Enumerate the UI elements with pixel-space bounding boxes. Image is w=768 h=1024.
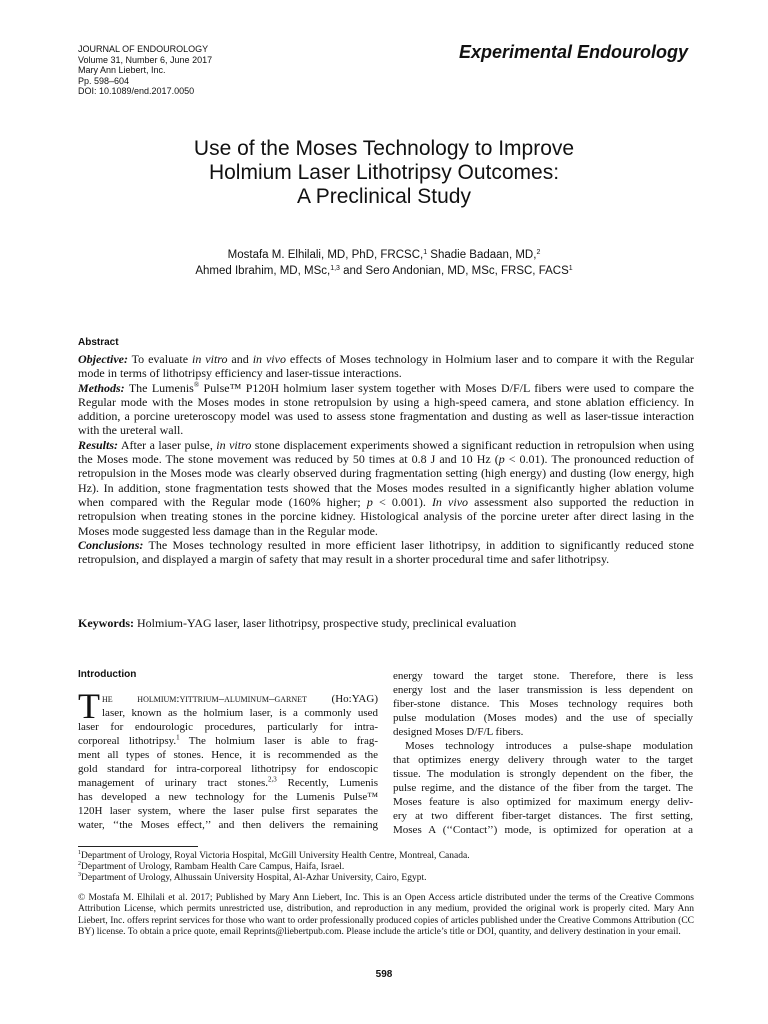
methods-label: Methods: <box>78 380 125 395</box>
intro-line: fiber-stone distance. This Moses technology requires both <box>393 698 693 710</box>
conclusions-text: The Moses technology resulted in more efficient laser lithotripsy, in addition to significantly reduced stone retropulsion, and displayed a margin of safety that may result in a shorter procedural time and safer lithotripsy. <box>78 537 694 567</box>
intro-line: ery at two different fiber-target distances. The first setting, <box>393 810 693 822</box>
author-2: Shadie Badaan, MD, <box>427 249 537 261</box>
author-line-2 <box>0 263 768 279</box>
intro-line: designed Moses D/F/L fibers. <box>393 726 524 738</box>
title-line-1: Use of the Moses Technology to Improve <box>193 137 575 160</box>
results-text: After a laser pulse, <box>118 437 217 452</box>
results-label: Results: <box>78 437 119 452</box>
results-italic: In vivo <box>431 494 469 509</box>
intro-line: tissue. The modulation is strongly dependent on the fiber, the <box>393 768 693 780</box>
journal-name: JOURNAL OF ENDOUROLOGY <box>78 44 209 54</box>
footnote-rule <box>78 846 198 847</box>
abstract-objective <box>78 352 694 381</box>
affiliation-text: Department of Urology, Royal Victoria Hospital, McGill University Health Centre, Montreal, Canada. <box>81 851 470 861</box>
abstract-body <box>78 352 694 566</box>
author-4: and Sero Andonian, MD, MSc, FRSC, FACS <box>339 265 569 277</box>
intro-line: laser, known as the holmium laser, is a commonly used <box>102 707 378 719</box>
intro-text: management of urinary tract stones. <box>78 777 269 789</box>
journal-pages: Pp. 598–604 <box>78 75 130 86</box>
abstract-conclusions <box>78 538 694 567</box>
intro-text: corporeal lithotripsy. <box>78 735 177 747</box>
copyright-notice: © Mostafa M. Elhilali et al. 2017; Published by Mary Ann Liebert, Inc. This is an Open Access article distributed under the terms of the Creative Commons Attribution License, which permits unrestricted use, distribution, and reproduction in any medium, provided the original work is properly cited. Mary Ann Liebert, Inc. offers reprint services for those who want to order professionally produced copies of articles published under the Creative Commons Attribution (CC BY) license. To obtain a price quote, email Reprints@liebertpub.com. Please include the article’s title or DOI, quantity, and delivery destination in your email. <box>78 893 694 937</box>
drop-cap: T <box>78 686 100 726</box>
registered-mark: ® <box>193 380 200 389</box>
objective-italic: in vivo <box>252 352 286 366</box>
conclusions-label: Conclusions: <box>78 537 144 552</box>
author-2-affil: 2 <box>536 249 541 256</box>
affiliation-number: 1 <box>78 849 81 856</box>
affiliation-3 <box>78 873 694 884</box>
small-caps-text: he holmium:yittrium–aluminum–garnet <box>102 693 307 705</box>
journal-volume: Volume 31, Number 6, June 2017 <box>78 54 213 65</box>
intro-line: pulse modulation (Moses modes) and the use of specially <box>393 712 693 724</box>
results-italic: p <box>498 452 505 467</box>
affiliation-text: Department of Urology, Rambam Health Care Campus, Haifa, Israel. <box>81 862 345 872</box>
author-3-affil: 1,3 <box>330 265 340 272</box>
intro-line: energy toward the target stone. Therefore, there is less <box>393 670 693 682</box>
methods-text: The Lumenis <box>124 380 194 395</box>
citation: 2,3 <box>268 776 277 784</box>
author-3: Ahmed Ibrahim, MD, MSc, <box>195 265 331 277</box>
intro-line: water, ‘‘the Moses effect,’’ and then delivers the remaining <box>78 819 378 831</box>
intro-line <box>78 734 378 748</box>
citation: 1 <box>176 734 180 742</box>
author-1-affil: 1 <box>423 249 428 256</box>
title-line-2: Holmium Laser Lithotripsy Outcomes: <box>208 161 560 184</box>
affiliation-number: 3 <box>78 871 81 878</box>
intro-text: (Ho:YAG) <box>306 693 378 705</box>
objective-text: and <box>227 352 253 366</box>
intro-column-left <box>78 686 378 832</box>
page-number: 598 <box>375 969 393 980</box>
author-line-1 <box>0 247 768 263</box>
journal-info <box>78 44 212 97</box>
objective-text: effects of Moses technology in Holmium laser and to compare it with the Regular mode in terms of lithotripsy efficiency and laser-tissue interactions. <box>78 352 695 381</box>
intro-line: gold standard for intra-corporeal lithotripsy for endoscopic <box>78 763 378 775</box>
intro-line: Moses A (‘‘Contact’’) mode, is optimized for operation at a <box>393 824 693 836</box>
intro-line <box>78 776 378 790</box>
intro-text: Recently, Lumenis <box>276 777 378 789</box>
intro-line: ment all types of stones. Hence, it is recommended as the <box>78 749 378 761</box>
journal-publisher: Mary Ann Liebert, Inc. <box>78 65 166 75</box>
intro-line: laser for endourologic procedures, particularly for intra- <box>78 721 378 733</box>
abstract-methods <box>78 381 694 438</box>
author-4-affil: 1 <box>568 265 573 272</box>
intro-text: The holmium laser is able to frag- <box>179 735 378 747</box>
intro-line: that optimizes energy delivery through water to the target <box>393 754 693 766</box>
results-italic: in vitro <box>216 437 252 452</box>
abstract-heading: Abstract <box>78 337 119 348</box>
intro-line: Moses technology introduces a pulse-shape modulation <box>405 740 693 752</box>
results-italic: p <box>366 494 373 509</box>
results-text: < 0.01). The pronounced reduction of retropulsion in the Moses mode was clearly observed during fragmentation setting (high energy) and dusting (low energy, high Hz). In addition, stone fragmentation tests showed that the Moses modes resulted in a significantly higher ablation volume when compared with the Regular mode (160% higher; <box>78 452 695 509</box>
title-line-3: A Preclinical Study <box>297 185 471 208</box>
affiliation-text: Department of Urology, Alhussain University Hospital, Al-Azhar University, Cairo, Egypt. <box>81 873 427 883</box>
intro-line: energy lost and the laser transmission is less dependent on <box>393 684 693 696</box>
affiliation-number: 2 <box>78 860 81 867</box>
intro-line <box>102 692 378 706</box>
results-text: < 0.001). <box>372 494 432 509</box>
objective-label: Objective: <box>78 352 128 366</box>
keywords-text: Holmium-YAG laser, laser lithotripsy, prospective study, preclinical evaluation <box>134 616 517 630</box>
intro-line: has developed a new technology for the Lumenis Pulse™ <box>78 791 378 803</box>
methods-text: Pulse™ P120H holmium laser system together with Moses D/F/L fibers were used to compare the Regular mode with the Moses modes in stone retropulsion by using a high-speed camera, and stone ablation efficiency. In addition, a porcine ureteroscopy model was used to assess stone fragmentation and dusting as well as laser-tissue interaction with the ureteral wall. <box>78 380 694 438</box>
results-text: stone displacement experiments showed a significant reduction in retropulsion when using the Moses mode. The stone movement was reduced by 50 times at 0.8 J and 10 Hz ( <box>78 437 694 467</box>
objective-italic: in vitro <box>192 352 228 366</box>
results-text: assessment also supported the reduction in retropulsion when treating stones in the porcine kidney. Histological analysis of the porcine ureter after direct lasing in the Moses mode suggested less damage than in the Regular mode. <box>78 494 695 538</box>
introduction-heading: Introduction <box>78 669 137 680</box>
keywords <box>78 616 694 631</box>
intro-line: Moses feature is also optimized for maximum energy deliv- <box>393 796 693 808</box>
objective-text: To evaluate <box>127 352 193 366</box>
section-label: Experimental Endourology <box>458 42 688 62</box>
affiliation-1 <box>78 851 694 862</box>
intro-line: pulse regime, and the distance of the fiber from the target. The <box>393 782 693 794</box>
intro-line: 120H laser system, where the laser pulse first separates the <box>78 805 378 817</box>
abstract-results <box>78 438 694 538</box>
author-list <box>0 247 768 279</box>
affiliation-2 <box>78 862 694 873</box>
journal-doi: DOI: 10.1089/end.2017.0050 <box>78 86 195 96</box>
affiliations <box>78 851 694 884</box>
author-1: Mostafa M. Elhilali, MD, PhD, FRCSC, <box>227 249 424 261</box>
intro-column-right <box>393 669 693 837</box>
article-title <box>0 137 768 209</box>
keywords-label: Keywords: <box>78 616 134 630</box>
